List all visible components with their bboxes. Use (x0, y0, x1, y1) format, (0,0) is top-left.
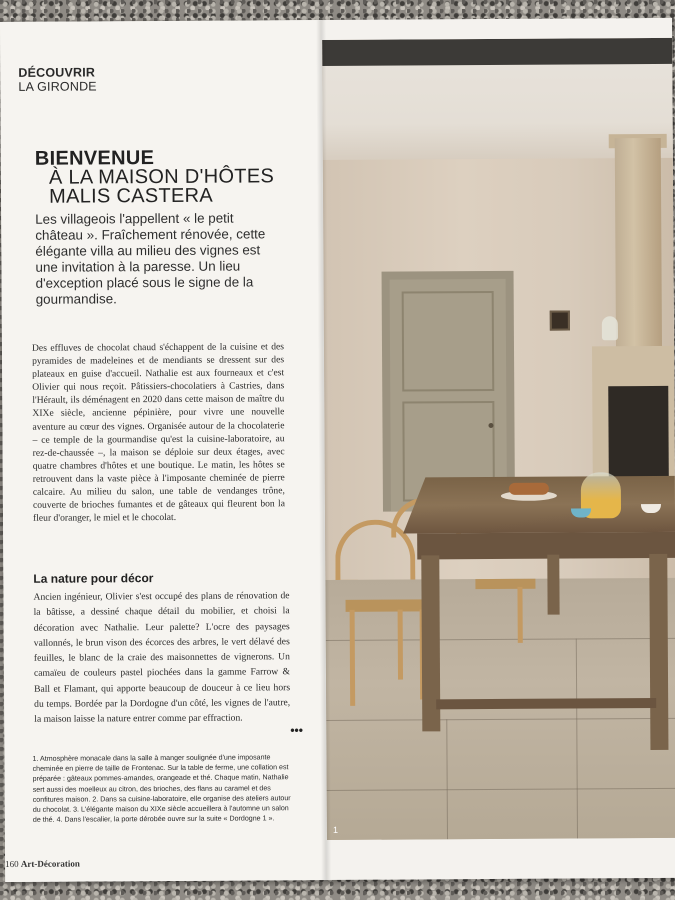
table-leg (649, 554, 668, 750)
magazine-page (0, 18, 675, 882)
title-line-1: BIENVENUE (34, 147, 155, 170)
photo-captions (32, 752, 290, 825)
section-kicker (18, 65, 97, 93)
wishbone-chair-seat (346, 599, 426, 611)
section-subhead: La nature pour décor (33, 571, 154, 586)
door-knob (488, 423, 493, 428)
text-column (0, 20, 327, 882)
article-lede: Les villageois l'appellent « le petit château ». Fraîchement rénovée, cette élégante villa au milieu des vignes est une invitation à la paresse. Un lieu d'exception placé sous le signe de la gourmandise. (35, 210, 266, 308)
kicker-region: LA GIRONDE (18, 79, 97, 94)
dining-room-photo (322, 38, 675, 840)
article-title (35, 148, 305, 207)
wishbone-chair-seat (475, 579, 535, 589)
floor-joint (326, 718, 675, 721)
chair-leg (350, 610, 356, 706)
table-leg (547, 555, 559, 615)
continuation-marker: ••• (290, 723, 303, 738)
kicker-section: DÉCOUVRIR (18, 65, 96, 80)
floor-joint (446, 719, 448, 839)
table-stretcher (436, 698, 656, 709)
photo-ceiling-shadow (322, 38, 672, 66)
magazine-name: Art-Décoration (20, 858, 80, 869)
floor-joint (327, 788, 675, 791)
page-number: 160 (5, 858, 19, 869)
body-paragraph-2: Ancien ingénieur, Olivier s'est occupé des plans de rénovation de la bâtisse, a dessiné chaque détail du mobilier, et choisi la décoration avec Nathalie. Leur palette? L'ocre des paysages vallonnés, le brun vison des écorces des arbres, le vert délavé des feuilles, le blanc de la craie des maisonnettes de vignerons. Un camaïeu de couleurs pastel piochées dans la gamme Farrow & Ball et Flamant, qui apporte beaucoup de douceur à ce lieu hors du temps. Bordée par la Dordogne d'un côté, les vignes de l'autre, la maison laisse la nature entrer comme par effraction. (33, 590, 291, 726)
glass-cloche (602, 316, 618, 340)
title-line-3: MALIS CASTERA (49, 184, 214, 208)
cake (509, 483, 549, 495)
chair-leg (398, 610, 403, 680)
door-panel-upper (402, 291, 495, 392)
wall-frame (550, 311, 570, 331)
chair-leg (517, 587, 522, 643)
floor-joint (576, 638, 578, 838)
farm-table-apron (417, 532, 675, 560)
body-paragraph-1: Des effluves de chocolat chaud s'échappent de la cuisine et des pyramides de madeleines et de mendiants se dressent sur des plateaux en guise d'accueil. Nathalie est aux fourneaux et c'est Olivier qui nous reçoit. Pâtissiers-chocolatiers à Castries, dans l'Hérault, ils déménagent en 2020 dans cette maison de maître du XIXe siècle, ancienne pépinière, pour vivre une nouvelle aventure au cœur des vignes. Organisée autour de la chocolaterie – ce temple de la gourmandise qu'est la cuisine-laboratoire, au rez-de-chaussée –, la maison se déploie sur deux étages, avec quatre chambres d'hôtes et une boutique. Le matin, les hôtes se retrouvent dans la vaste pièce à l'imposante cheminée de pierre calcaire. Au milieu du salon, une table de vendanges trône, couverte de brioches fumantes et de gâteaux qui fleurent bon la fleur d'oranger, le miel et le chocolat. (31, 341, 285, 525)
caption-1: 1. Atmosphère monacale dans la salle à manger soulignée d'une imposante cheminée en pierre de taille de Frontenac. Sur la table de ferme, une collation est préparée : gâteaux pommes-amandes, orangeade et thé. Chaque matin, Nathalie sert aussi des moelleux au citron, des brioches, des flans au caramel et des confitures maison. (32, 753, 289, 804)
caption-4: 4. Dans l'escalier, la porte dérobée ouvre sur la suite « Dordogne 1 ». (56, 814, 275, 824)
floor-joint (326, 638, 675, 641)
photo-number: 1 (332, 824, 338, 835)
caption-3: 3. L'élégante maison du XIXe siècle accueillera à l'automne un salon de thé. (32, 804, 289, 825)
title-line-2: À LA MAISON D'HÔTES (48, 165, 275, 189)
caption-2: 2. Dans sa cuisine-laboratoire, elle organise des ateliers autour du chocolat. (32, 794, 291, 814)
page-folio (5, 859, 80, 869)
